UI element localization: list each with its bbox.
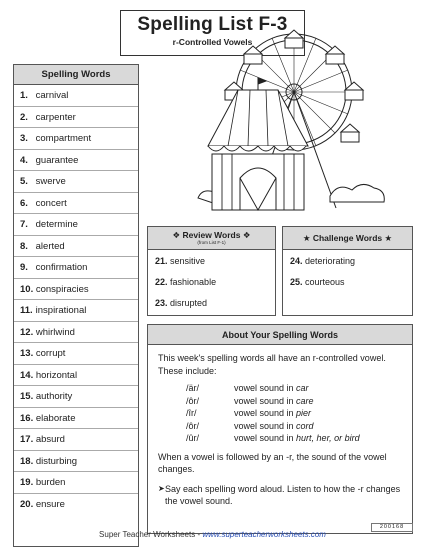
item-word: burden — [35, 477, 66, 488]
item-number: 2. — [20, 111, 28, 123]
item-word: compartment — [35, 133, 92, 144]
spelling-words-heading: Spelling Words — [14, 65, 138, 85]
vowel-description-text: vowel sound in — [234, 408, 297, 418]
item-number: 1. — [20, 90, 28, 101]
item-word: horizontal — [35, 369, 78, 381]
vowel-example: pier — [296, 408, 312, 418]
vowel-description-text: vowel sound in — [234, 420, 297, 431]
item-number: 10. — [20, 283, 34, 295]
spelling-word-item — [14, 322, 138, 344]
item-word: alerted — [35, 240, 65, 252]
spelling-words-panel — [13, 64, 139, 547]
footer-link[interactable]: www.superteacherworksheets.com — [202, 530, 326, 539]
item-number: 12. — [20, 326, 34, 338]
vowel-description — [234, 420, 314, 433]
spelling-word-item — [14, 429, 138, 451]
item-word: sensitive — [170, 256, 206, 266]
about-body — [148, 345, 412, 508]
item-number: 11. — [20, 305, 33, 316]
page-title: Spelling List F-3 — [137, 14, 288, 35]
item-word: corrupt — [35, 348, 66, 359]
spelling-word-item — [14, 451, 138, 473]
vowel-sound-row — [186, 407, 402, 420]
item-word: absurd — [35, 434, 65, 445]
vowel-description — [234, 395, 314, 408]
review-word-item — [155, 298, 275, 319]
about-panel — [147, 324, 413, 534]
vowel-description-text: vowel sound in — [234, 383, 297, 393]
item-number: 7. — [20, 219, 28, 230]
spelling-word-item — [14, 279, 138, 301]
vowel-sound-row — [186, 395, 402, 408]
spelling-word-item — [14, 150, 138, 172]
item-number: 4. — [20, 154, 28, 166]
review-words-title: ❖ Review Words ❖ — [172, 230, 251, 240]
spelling-word-item — [14, 236, 138, 258]
challenge-word-item — [290, 256, 412, 277]
spelling-word-item — [14, 408, 138, 430]
vowel-sound-row — [186, 382, 402, 395]
challenge-words-list — [283, 250, 412, 298]
vowel-description-text: vowel sound in — [234, 433, 297, 443]
spelling-word-item — [14, 193, 138, 215]
item-number: 3. — [20, 133, 28, 144]
spelling-word-item — [14, 343, 138, 365]
spelling-word-item — [14, 257, 138, 279]
page-subtitle: r-Controlled Vowels — [172, 37, 253, 47]
worksheet-code: 200168 — [371, 523, 413, 532]
item-number: 6. — [20, 197, 28, 209]
spelling-word-item — [14, 214, 138, 236]
vowel-example: hurt, her, or bird — [296, 433, 360, 443]
item-word: inspirational — [35, 305, 87, 316]
about-tip — [158, 483, 402, 508]
spelling-word-item — [14, 365, 138, 387]
vowel-symbol: /ûr/ — [186, 433, 200, 443]
footer — [0, 530, 425, 539]
item-word: ensure — [35, 498, 65, 510]
item-word: courteous — [305, 277, 345, 287]
about-tip-text: Say each spelling word aloud. Listen to how the -r changes the vowel sound. — [164, 483, 401, 506]
spelling-word-item — [14, 85, 138, 107]
vowel-symbol: /ôr/ — [186, 420, 200, 431]
challenge-words-heading: ★ Challenge Words ★ — [283, 227, 412, 250]
item-number: 8. — [20, 240, 28, 252]
item-number: 13. — [20, 348, 34, 359]
review-words-panel — [147, 226, 276, 316]
item-number: 21. — [155, 256, 168, 266]
review-word-item — [155, 256, 275, 277]
item-number: 19. — [20, 477, 34, 488]
item-word: concert — [35, 197, 67, 209]
footer-prefix: Super Teacher Worksheets - — [99, 530, 203, 539]
item-word: disturbing — [35, 455, 78, 467]
item-number: 24. — [290, 256, 303, 266]
spelling-word-item — [14, 494, 138, 516]
item-number: 17. — [20, 434, 34, 445]
item-number: 16. — [20, 412, 34, 424]
about-intro: This week's spelling words all have an r-controlled vowel. These include: — [158, 353, 386, 376]
spelling-word-item — [14, 472, 138, 494]
item-word: carnival — [35, 90, 69, 101]
carnival-illustration — [190, 28, 396, 220]
vowel-example: car — [296, 383, 309, 393]
vowel-symbol: /är/ — [186, 383, 200, 393]
spelling-word-item — [14, 128, 138, 150]
vowel-symbol: /ôr/ — [186, 395, 200, 406]
vowel-example: care — [296, 395, 314, 406]
spelling-words-list — [14, 85, 138, 515]
item-word: elaborate — [35, 412, 76, 424]
vowel-description — [234, 432, 360, 445]
vowel-example: cord — [296, 420, 314, 431]
item-word: disrupted — [170, 298, 208, 308]
item-word: fashionable — [170, 277, 217, 287]
challenge-word-item — [290, 277, 412, 298]
about-heading: About Your Spelling Words — [148, 325, 412, 345]
item-word: authority — [35, 391, 73, 402]
vowel-description — [234, 382, 309, 395]
spelling-word-item — [14, 300, 138, 322]
review-words-source: (from List F-1) — [197, 240, 226, 245]
item-word: deteriorating — [305, 256, 356, 266]
item-word: guarantee — [35, 154, 79, 166]
item-number: 20. — [20, 498, 34, 510]
arrow-bullet-icon: ➤ — [158, 483, 165, 493]
vowel-sound-row — [186, 432, 402, 445]
spelling-word-item — [14, 386, 138, 408]
item-word: carpenter — [35, 111, 76, 123]
spelling-word-item — [14, 107, 138, 129]
about-rule: When a vowel is followed by an -r, the sound of the vowel changes. — [158, 451, 387, 474]
challenge-words-panel — [282, 226, 413, 316]
review-words-heading — [148, 227, 275, 250]
item-number: 14. — [20, 369, 34, 381]
item-number: 15. — [20, 391, 34, 402]
item-number: 5. — [20, 176, 28, 187]
item-number: 22. — [155, 277, 168, 287]
vowel-description — [234, 407, 311, 420]
item-number: 23. — [155, 298, 168, 308]
item-number: 9. — [20, 262, 28, 273]
vowel-description-text: vowel sound in — [234, 395, 297, 406]
review-word-item — [155, 277, 275, 298]
item-word: conspiracies — [35, 283, 89, 295]
item-number: 18. — [20, 455, 34, 467]
review-words-list — [148, 250, 275, 319]
vowel-sound-row — [186, 420, 402, 433]
item-number: 25. — [290, 277, 303, 287]
item-word: whirlwind — [35, 326, 75, 338]
vowel-sound-table — [186, 382, 402, 445]
spelling-word-item — [14, 171, 138, 193]
item-word: swerve — [35, 176, 66, 187]
item-word: determine — [35, 219, 78, 230]
vowel-symbol: /îr/ — [186, 408, 197, 418]
item-word: confirmation — [35, 262, 88, 273]
